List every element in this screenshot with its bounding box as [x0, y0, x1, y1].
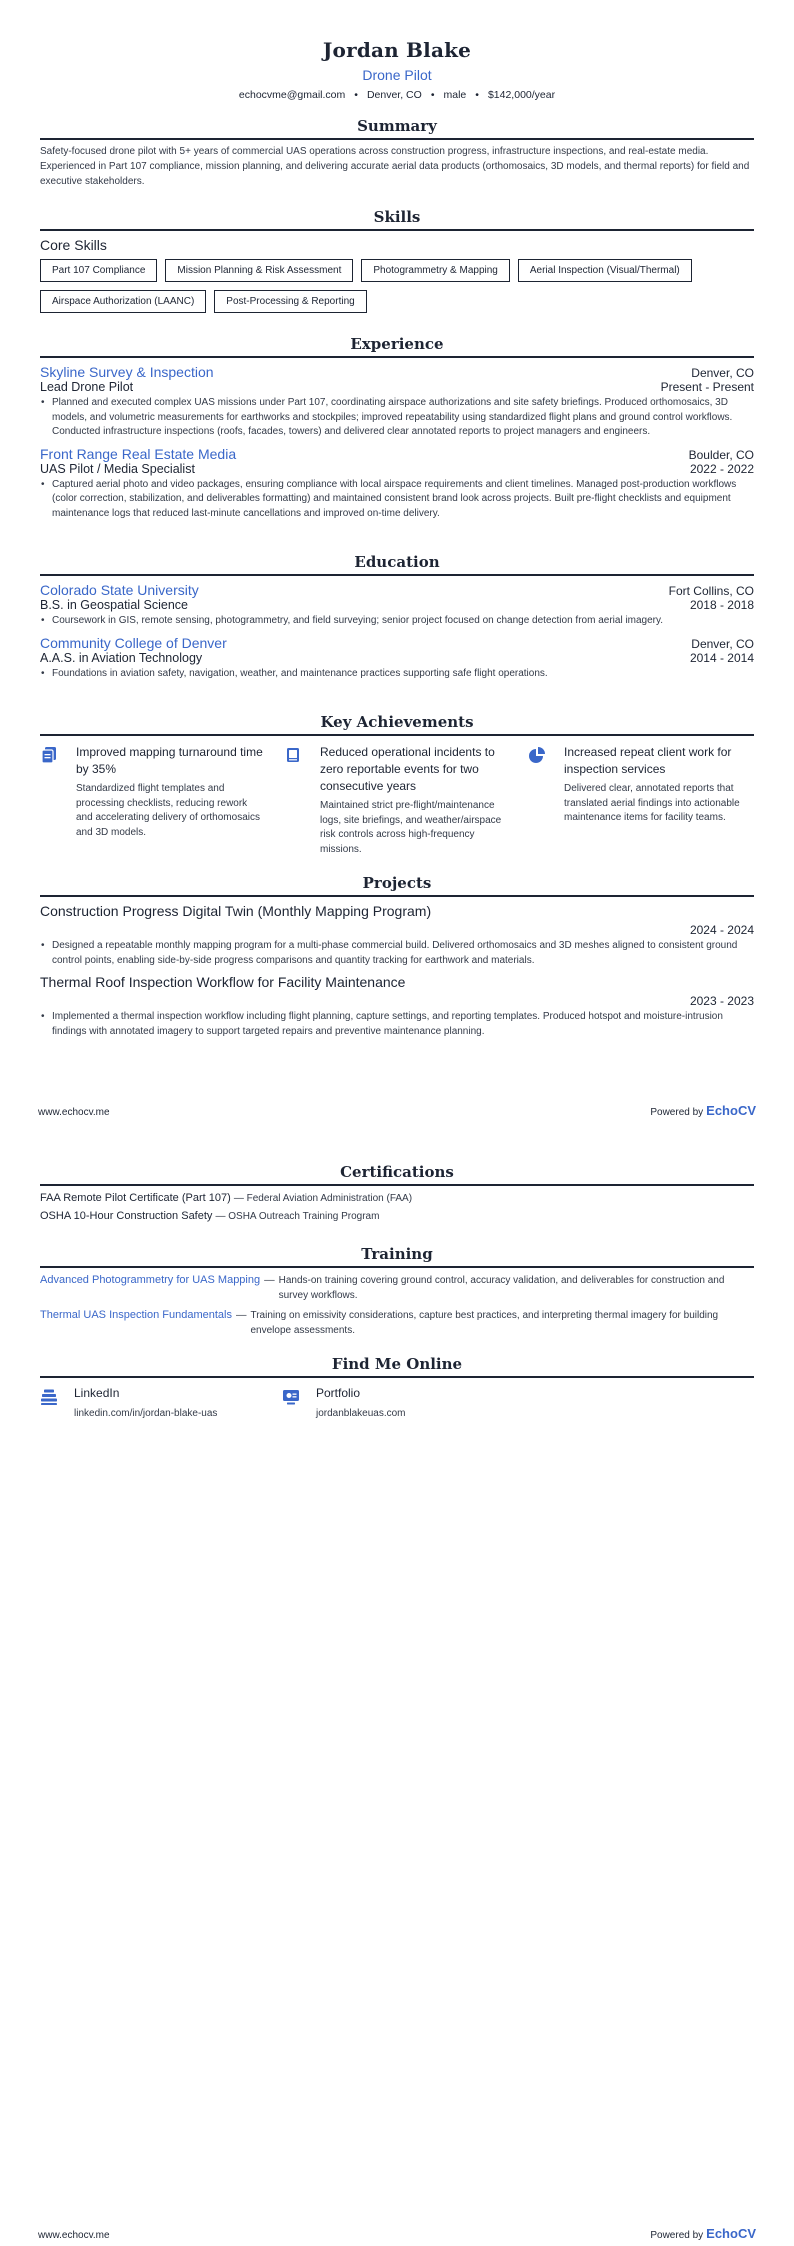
company-name: Front Range Real Estate Media	[40, 445, 237, 462]
separator-dot: •	[430, 89, 435, 101]
training-name[interactable]: Thermal UAS Inspection Fundamentals	[40, 1309, 232, 1321]
powered-by-label: Powered by	[650, 1107, 704, 1118]
book-icon	[284, 744, 310, 857]
job-location: Boulder, CO	[688, 447, 754, 462]
achievement-desc: Maintained strict pre-flight/maintenance logs, site briefings, and weather/airspace risk controls across high-frequency missions.	[320, 800, 502, 855]
training-desc: Hands-on training covering ground control, accuracy validation, and deliverables for construction and survey workflows.	[278, 1275, 725, 1301]
certification-dash: —	[215, 1211, 229, 1222]
candidate-title: Drone Pilot	[362, 67, 432, 83]
training-dash: —	[235, 1309, 247, 1321]
education-entry	[40, 635, 754, 682]
online-link-name: LinkedIn	[74, 1386, 120, 1400]
achievement-title: Reduced operational incidents to zero reportable events for two consecutive years	[320, 745, 495, 793]
skill-chip: Aerial Inspection (Visual/Thermal)	[518, 259, 692, 282]
degree: B.S. in Geospatial Science	[40, 598, 188, 612]
project-name: Construction Progress Digital Twin (Monthly Mapping Program)	[40, 903, 432, 919]
project-bullet: • Designed a repeatable monthly mapping program for a multi-phase commercial build. Delivered orthomosaics and 3D meshes aligned to consistent ground control points, enabling side-by-side progress comparisons and quantity tracking for earthwork and materials.	[40, 939, 754, 968]
online-link-url[interactable]: jordanblakeuas.com	[316, 1408, 406, 1419]
footer-site-link[interactable]: www.echocv.me	[38, 1107, 110, 1118]
online-link-name: Portfolio	[316, 1386, 361, 1400]
online-link-linkedin[interactable]	[40, 1386, 248, 1419]
achievement-desc: Delivered clear, annotated reports that translated aerial findings into actionable maintenance items for facility teams.	[564, 783, 740, 823]
section-title-online: Find Me Online	[40, 1355, 754, 1378]
project-name: Thermal Roof Inspection Workflow for Facility Maintenance	[40, 974, 406, 990]
experience-entry	[40, 446, 754, 522]
achievements-section	[40, 713, 754, 857]
training-dash: —	[264, 1274, 275, 1286]
section-title-training: Training	[40, 1245, 754, 1268]
project-dates: 2023 - 2023	[689, 994, 754, 1008]
school-location: Fort Collins, CO	[668, 584, 754, 598]
core-skills-heading: Core Skills	[40, 237, 107, 253]
resume-header	[40, 0, 754, 101]
project-entry	[40, 903, 754, 968]
school-location: Denver, CO	[691, 636, 754, 651]
education-entry	[40, 582, 754, 629]
school-name: Community College of Denver	[40, 634, 227, 651]
experience-entry	[40, 364, 754, 440]
projects-section	[40, 874, 754, 1039]
online-link-url[interactable]: linkedin.com/in/jordan-blake-uas	[74, 1408, 218, 1419]
job-location: Denver, CO	[691, 366, 754, 380]
job-role: UAS Pilot / Media Specialist	[40, 461, 195, 476]
portfolio-icon	[282, 1386, 304, 1419]
achievement-item	[284, 744, 510, 857]
certification-item	[40, 1192, 754, 1204]
footer-site-link[interactable]: www.echocv.me	[38, 2230, 110, 2241]
experience-section	[40, 335, 754, 521]
education-bullet: • Foundations in aviation safety, navigation, weather, and maintenance practices supporting safe flight operations.	[40, 667, 754, 682]
contact-gender: male	[443, 89, 467, 101]
candidate-name: Jordan Blake	[322, 38, 472, 62]
separator-dot: •	[354, 89, 358, 101]
training-section	[40, 1245, 754, 1338]
contact-location: Denver, CO	[366, 89, 422, 101]
school-name: Colorado State University	[40, 582, 199, 598]
contact-line	[40, 89, 754, 101]
achievement-desc: Standardized flight templates and processing checklists, reducing rework and accelerating delivery of orthomosaics and 3D models.	[76, 783, 260, 838]
project-dates: 2024 - 2024	[689, 923, 754, 937]
section-title-experience: Experience	[40, 335, 754, 358]
job-dates: Present - Present	[660, 380, 754, 394]
section-title-skills: Skills	[40, 208, 754, 231]
powered-by	[650, 2226, 756, 2241]
linkedin-icon	[40, 1386, 62, 1419]
certification-name: FAA Remote Pilot Certificate (Part 107)	[40, 1192, 231, 1204]
achievement-title: Improved mapping turnaround time by 35%	[76, 745, 263, 776]
contact-salary: $142,000/year	[487, 89, 556, 101]
job-role: Lead Drone Pilot	[40, 380, 134, 394]
certifications-section	[40, 1163, 754, 1222]
education-section	[40, 553, 754, 681]
online-section	[40, 1355, 754, 1419]
skill-chip: Airspace Authorization (LAANC)	[40, 290, 206, 313]
job-bullet: • Captured aerial photo and video packages, ensuring compliance with local airspace requirements and client timelines. Managed post-production workflows (color correction, stabilization, and deliverables formatting) and maintained consistent brand look across projects. Built pre-flight checklists and equipment maintenance logs that reduced last-minute cancellations and improved on-time delivery.	[40, 478, 754, 522]
skills-section	[40, 208, 754, 313]
resume-page-2	[0, 1123, 794, 2246]
skill-chip: Mission Planning & Risk Assessment	[165, 259, 353, 282]
project-entry	[40, 974, 754, 1039]
education-dates: 2018 - 2018	[689, 598, 754, 612]
summary-text: Safety-focused drone pilot with 5+ years of commercial UAS operations across construction progress, infrastructure inspections, and real-estate media. Experienced in Part 107 compliance, mission planning, and delivering accurate aerial data products (orthomosaics, 3D models, and thermal reports) for field and executive stakeholders.	[40, 146, 750, 187]
section-title-education: Education	[40, 553, 754, 576]
education-dates: 2014 - 2014	[689, 650, 754, 665]
degree: A.A.S. in Aviation Technology	[40, 650, 203, 665]
training-item	[40, 1274, 754, 1303]
summary-section	[40, 117, 754, 189]
pie-chart-icon	[528, 744, 554, 857]
achievement-title: Increased repeat client work for inspection services	[564, 745, 732, 776]
section-title-achievements: Key Achievements	[40, 713, 754, 736]
contact-email[interactable]: echocvme@gmail.com	[238, 89, 346, 101]
copy-documents-icon	[40, 744, 66, 857]
page-footer	[38, 2226, 756, 2241]
page-footer	[38, 1103, 756, 1118]
certification-issuer: OSHA Outreach Training Program	[228, 1211, 380, 1222]
skill-chip: Part 107 Compliance	[40, 259, 157, 282]
skill-chip: Photogrammetry & Mapping	[361, 259, 510, 282]
skill-chip: Post-Processing & Reporting	[214, 290, 366, 313]
section-title-summary: Summary	[40, 117, 754, 140]
achievement-item	[40, 744, 266, 857]
skills-chip-list	[40, 259, 754, 313]
online-link-portfolio[interactable]	[282, 1386, 490, 1419]
training-name[interactable]: Advanced Photogrammetry for UAS Mapping	[40, 1274, 261, 1286]
company-name: Skyline Survey & Inspection	[40, 364, 214, 380]
section-title-certifications: Certifications	[40, 1163, 754, 1186]
powered-by	[650, 1103, 756, 1118]
job-bullet: • Planned and executed complex UAS missions under Part 107, coordinating airspace authorizations and site safety briefings. Produced orthomosaics, 3D models, and volumetric measurements for earthworks and stockpiles; improved repeatability using standardized flight plans and ground control workflows. Conducted infrastructure inspections (roofs, facades, towers) and delivered clear annotated reports to project managers and engineers.	[40, 396, 754, 440]
certification-item	[40, 1210, 754, 1222]
echocv-logo[interactable]: EchoCV	[706, 2226, 756, 2241]
echocv-logo[interactable]: EchoCV	[706, 1103, 756, 1118]
job-dates: 2022 - 2022	[689, 461, 754, 476]
project-bullet: • Implemented a thermal inspection workflow including flight planning, capture settings, and reporting templates. Produced hotspot and moisture-intrusion findings with annotated imagery to support targeted repairs and preventive maintenance planning.	[40, 1010, 754, 1039]
education-bullet: • Coursework in GIS, remote sensing, photogrammetry, and field surveying; senior project focused on change detection from aerial imagery.	[40, 614, 754, 629]
certification-name: OSHA 10-Hour Construction Safety	[40, 1210, 213, 1222]
training-desc: Training on emissivity considerations, capture best practices, and interpreting thermal imagery for building envelope assessments.	[250, 1310, 719, 1336]
separator-dot: •	[475, 89, 479, 101]
training-item	[40, 1309, 754, 1338]
certification-dash: —	[233, 1193, 247, 1204]
certification-issuer: Federal Aviation Administration (FAA)	[246, 1193, 413, 1204]
powered-by-label: Powered by	[650, 2230, 704, 2241]
section-title-projects: Projects	[40, 874, 754, 897]
achievement-item	[528, 744, 754, 857]
